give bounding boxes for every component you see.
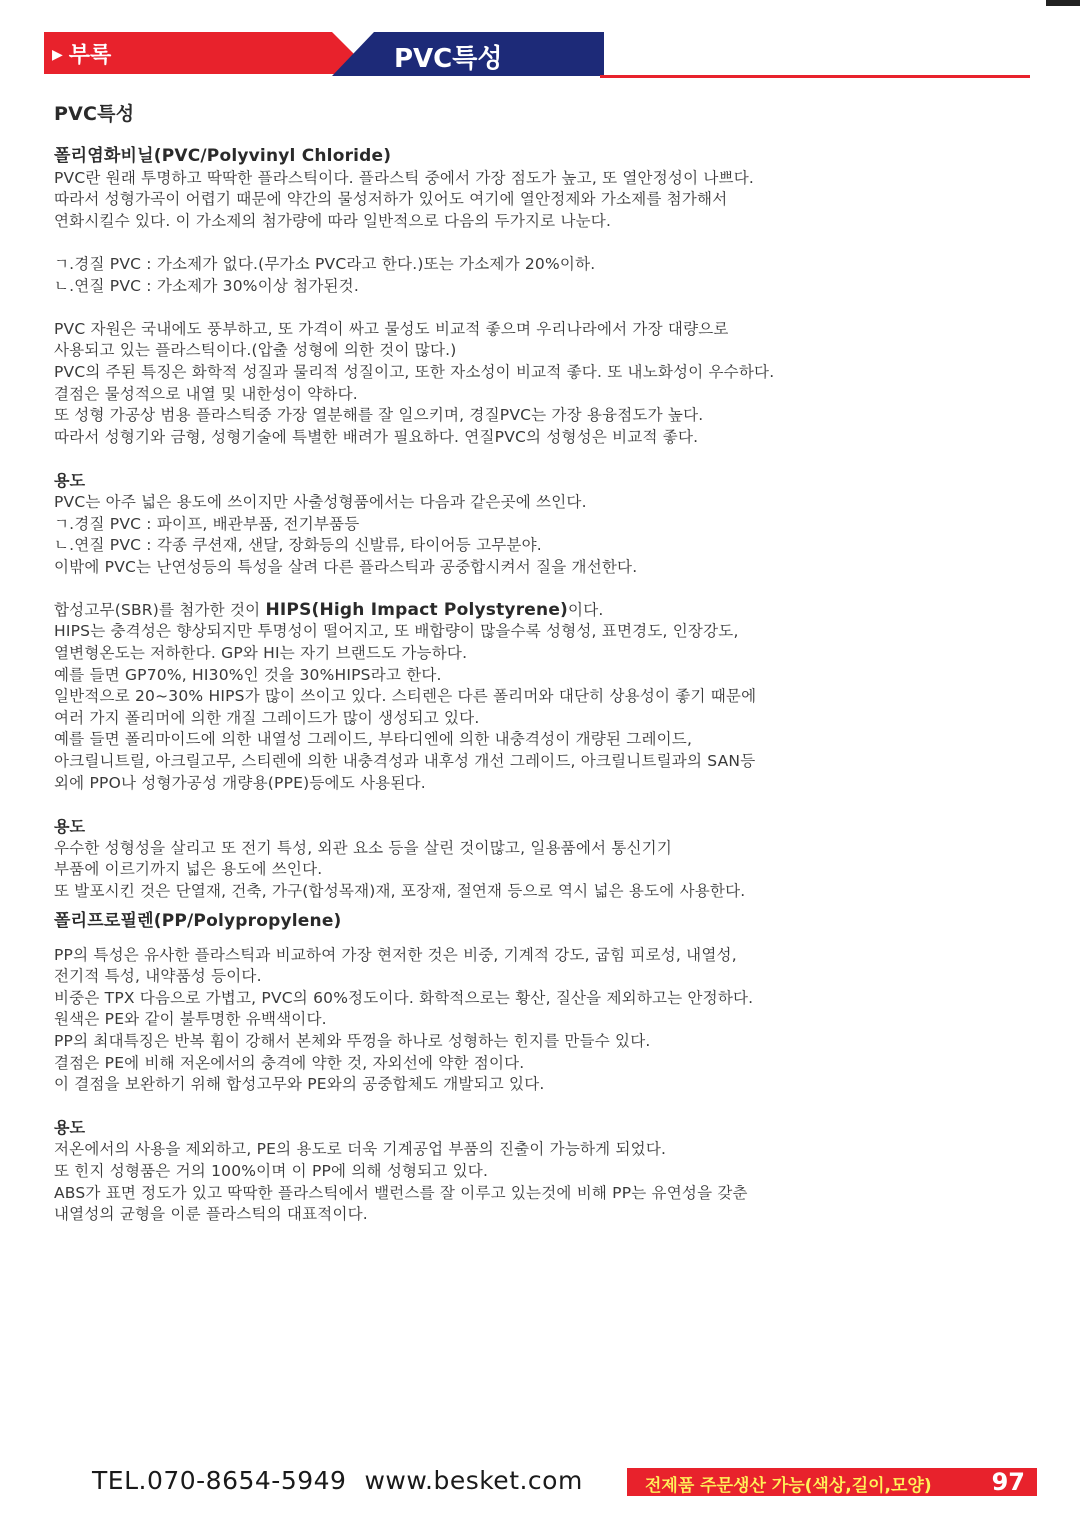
pp-use-line: 내열성의 균형을 이룬 플라스틱의 대표적이다. — [54, 1205, 368, 1224]
hips-line: 외에 PPO나 성형가공성 개량용(PPE)등에도 사용된다. — [54, 773, 426, 792]
hips-use-line: 또 발포시킨 것은 단열재, 건축, 가구(합성목재)재, 포장재, 절연재 등으로 역시 넓은 용도에 사용한다. — [54, 882, 746, 900]
hips-lead-post: 이다. — [568, 600, 604, 619]
pvc-feature-line: 따라서 성형기와 금형, 성형기술에 특별한 배려가 필요하다. 연질PVC의 성형성은 비교적 좋다. — [54, 427, 699, 446]
pvc-use-line: 이밖에 PVC는 난연성등의 특성을 살려 다른 플라스틱과 공중합시켜서 질을 개선한다. — [54, 557, 638, 576]
pp-use-line: 또 힌지 성형품은 거의 100%이며 이 PP에 의해 성형되고 있다. — [54, 1161, 489, 1180]
header-title: PVC특성 — [394, 44, 503, 74]
footer-banner-text: 전제품 주문생산 가능(색상,길이,모양) — [645, 1476, 932, 1496]
pvc-intro-line: 연화시킬수 있다. 이 가소제의 첨가량에 따라 일반적으로 다음의 두가지로 나눈다. — [54, 211, 612, 230]
pvc-use-line: ㄱ.경질 PVC : 파이프, 배관부품, 전기부품등 — [54, 514, 360, 533]
hips-lead — [54, 600, 984, 622]
page-header — [44, 32, 1034, 78]
hips-line: 예를 들면 폴리마이드에 의한 내열성 그레이드, 부타디엔에 의한 내충격성이 개량된 그레이드, — [54, 730, 693, 749]
footer-website[interactable]: www.besket.com — [364, 1466, 583, 1495]
hips-line: 예를 들면 GP70%, HI30%인 것을 30%HIPS라고 한다. — [54, 665, 442, 684]
pp-line: PP의 특성은 유사한 플라스틱과 비교하여 가장 현저한 것은 비중, 기계적 강도, 굽힘 피로성, 내열성, — [54, 945, 737, 964]
pvc-intro-line: PVC란 원래 투명하고 딱딱한 플라스틱이다. 플라스틱 중에서 가장 점도가 높고, 또 열안정성이 나쁘다. — [54, 168, 755, 187]
pp-use-line: 저온에서의 사용을 제외하고, PE의 용도로 더욱 기계공업 부품의 진출이 가능하게 되었다. — [54, 1140, 667, 1159]
pvc-feature-line: PVC 자원은 국내에도 풍부하고, 또 가격이 싸고 물성도 비교적 좋으며 우리나라에서 가장 대량으로 — [54, 319, 729, 338]
pp-use-line: ABS가 표면 정도가 있고 딱딱한 플라스틱에서 밸런스를 잘 이루고 있는것에 비해 PP는 유연성을 갖춘 — [54, 1183, 748, 1202]
pp-line: PP의 최대특징은 반복 휨이 강해서 본체와 뚜껑을 하나로 성형하는 힌지를 만들수 있다. — [54, 1031, 651, 1050]
pp-heading: 폴리프로필렌(PP/Polypropylene) — [54, 910, 342, 931]
footer-contact — [92, 1466, 601, 1495]
hips-use-heading: 용도 — [54, 816, 86, 836]
pp-use-heading: 용도 — [54, 1118, 86, 1138]
pvc-heading: 폴리염화비닐(PVC/Polyvinyl Chloride) — [54, 145, 392, 166]
page-number: 97 — [991, 1468, 1025, 1496]
pp-line: 전기적 특성, 내약품성 등이다. — [54, 967, 262, 986]
hips-line: 일반적으로 20~30% HIPS가 많이 쓰이고 있다. 스티렌은 다른 폴리머와 대단히 상용성이 좋기 때문에 — [54, 687, 757, 706]
hips-line: 열변형온도는 저하한다. GP와 HI는 자기 브랜드도 가능하다. — [54, 644, 468, 663]
corner-mark — [1046, 0, 1080, 6]
pvc-feature-line: 또 성형 가공상 범용 플라스틱중 가장 열분해를 잘 일으키며, 경질PVC는 가장 용융점도가 높다. — [54, 406, 704, 425]
section-label — [52, 38, 111, 69]
pvc-use-heading: 용도 — [54, 470, 86, 490]
pvc-intro-line: 따라서 성형가곡이 어렵기 때문에 약간의 물성저하가 있어도 여기에 열안정제와 가소제를 첨가해서 — [54, 190, 728, 209]
pp-line: 원색은 PE와 같이 불투명한 유백색이다. — [54, 1010, 327, 1029]
header-underline — [600, 75, 1030, 78]
hips-line: HIPS는 충격성은 향상되지만 투명성이 떨어지고, 또 배합량이 많을수록 성형성, 표면경도, 인장강도, — [54, 622, 739, 641]
main-content — [54, 104, 984, 1226]
hips-lead-pre: 합성고무(SBR)를 첨가한 것이 — [54, 600, 266, 619]
pvc-type-line: ㄴ.연질 PVC : 가소제가 30%이상 첨가된것. — [54, 276, 359, 295]
hips-use-line: 부품에 이르기까지 넓은 용도에 쓰인다. — [54, 860, 323, 879]
pvc-feature-line: 사용되고 있는 플라스틱이다.(압출 성형에 의한 것이 많다.) — [54, 341, 457, 360]
section-label-text: 부록 — [68, 43, 112, 68]
pvc-type-line: ㄱ.경질 PVC : 가소제가 없다.(무가소 PVC라고 한다.)또는 가소제가 20%이하. — [54, 254, 596, 273]
page-heading: PVC특성 — [54, 103, 135, 125]
footer-tel: TEL.070-8654-5949 — [92, 1466, 347, 1495]
pvc-feature-line: PVC의 주된 특징은 화학적 성질과 물리적 성질이고, 또한 자소성이 비교적 좋다. 또 내노화성이 우수하다. — [54, 362, 775, 381]
hips-line: 여러 가지 폴리머에 의한 개질 그레이드가 많이 생성되고 있다. — [54, 708, 480, 727]
pp-line: 비중은 TPX 다음으로 가볍고, PVC의 60%정도이다. 화학적으로는 황산, 질산을 제외하고는 안정하다. — [54, 988, 754, 1007]
hips-use-line: 우수한 성형성을 살리고 또 전기 특성, 외관 요소 등을 살린 것이많고, 일용품에서 통신기기 — [54, 838, 673, 857]
footer-banner — [627, 1468, 1037, 1496]
pvc-use-line: ㄴ.연질 PVC : 각종 쿠션재, 샌달, 장화등의 신발류, 타이어등 고무분야. — [54, 536, 542, 555]
pvc-feature-line: 결점은 물성적으로 내열 및 내한성이 약하다. — [54, 384, 358, 403]
play-arrow-icon: ▶ — [52, 47, 63, 63]
pvc-use-line: PVC는 아주 넓은 용도에 쓰이지만 사출성형품에서는 다음과 같은곳에 쓰인다. — [54, 492, 587, 511]
hips-lead-bold: HIPS(High Impact Polystyrene) — [265, 599, 569, 620]
pp-line: 결점은 PE에 비해 저온에서의 충격에 약한 것, 자외선에 약한 점이다. — [54, 1053, 525, 1072]
pp-line: 이 결점을 보완하기 위해 합성고무와 PE와의 공중합체도 개발되고 있다. — [54, 1075, 545, 1094]
hips-line: 아크릴니트릴, 아크릴고무, 스티렌에 의한 내충격성과 내후성 개선 그레이드, 아크릴니트릴과의 SAN등 — [54, 752, 756, 771]
